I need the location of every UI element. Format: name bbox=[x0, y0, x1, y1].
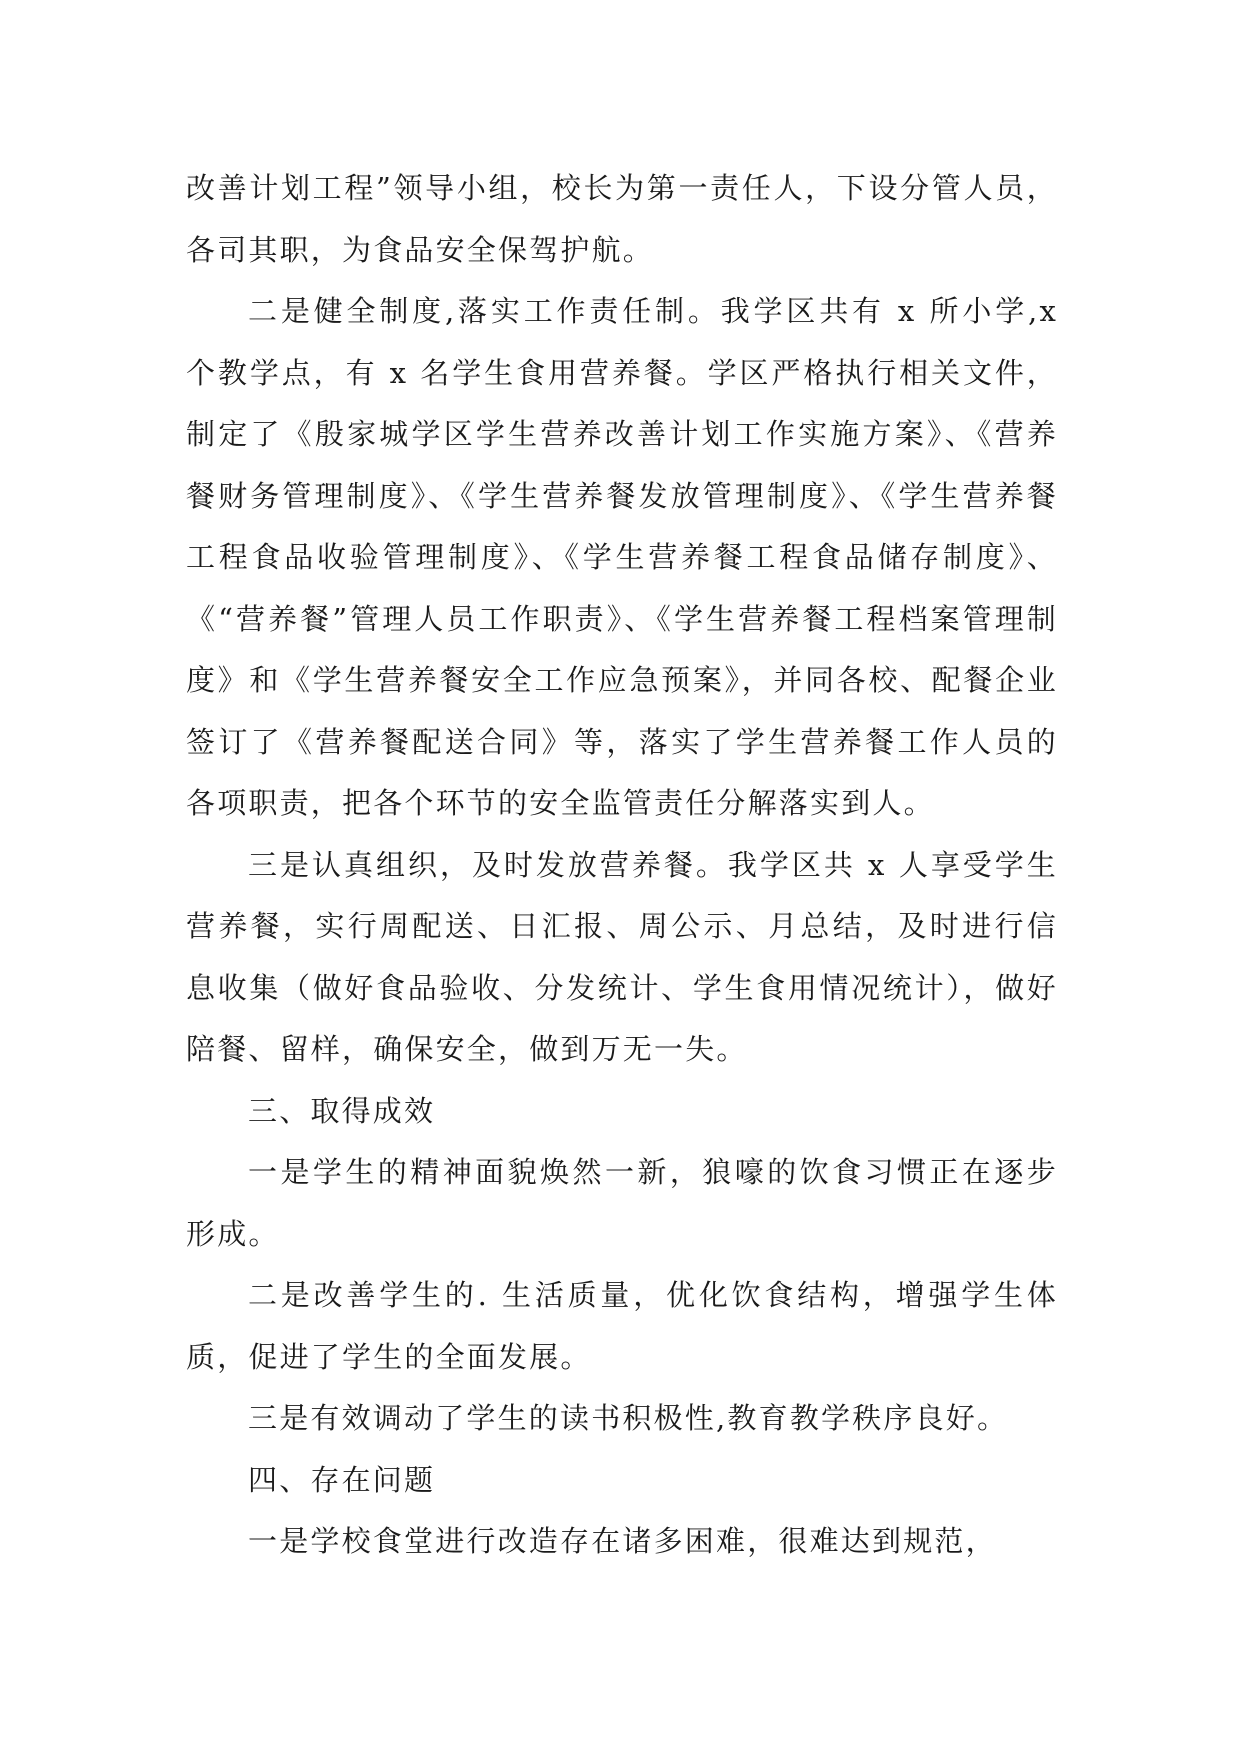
paragraph-result-one: 一是学生的精神面貌焕然一新，狼嚎的饮食习惯正在逐步形成。 bbox=[186, 1155, 1058, 1251]
section-heading-results: 三、取得成效 bbox=[248, 1093, 436, 1128]
paragraph-system-responsibility: 二是健全制度,落实工作责任制。我学区共有 x 所小学,x 个教学点，有 x 名学生食用营养餐。学区严格执行相关文件，制定了《殷家城学区学生营养改善计划工作实施方案》、《营养餐财务管理制度》、《学生营养餐发放管理制度》、《学生营养餐工程食品收验管理制度》、《学生营养餐工程食品储存制度》、《“营养餐”管理人员工作职责》、《学生营养餐工程档案管理制度》和《学生营养餐安全工作应急预案》，并同各校、配餐企业签订了《营养餐配送合同》等，落实了学生营养餐工作人员的各项职责，把各个环节的安全监管责任分解落实到人。 bbox=[186, 294, 1058, 820]
paragraph-result-two: 二是改善学生的. 生活质量，优化饮食结构，增强学生体质，促进了学生的全面发展。 bbox=[186, 1278, 1058, 1374]
section-heading-problems: 四、存在问题 bbox=[248, 1462, 436, 1497]
paragraph-meal-distribution: 三是认真组织，及时发放营养餐。我学区共 x 人享受学生营养餐，实行周配送、日汇报、周公示、月总结，及时进行信息收集（做好食品验收、分发统计、学生食用情况统计），做好陪餐、留样，确保安全，做到万无一失。 bbox=[186, 847, 1058, 1066]
paragraph-problem-one: 一是学校食堂进行改造存在诸多困难，很难达到规范， bbox=[248, 1524, 997, 1558]
paragraph-continued-leadership: 改善计划工程”领导小组，校长为第一责任人，下设分管人员，各司其职，为食品安全保驾护航。 bbox=[186, 171, 1058, 267]
paragraph-result-three: 三是有效调动了学生的读书积极性,教育教学秩序良好。 bbox=[248, 1401, 1009, 1435]
document-body bbox=[186, 158, 1058, 1573]
